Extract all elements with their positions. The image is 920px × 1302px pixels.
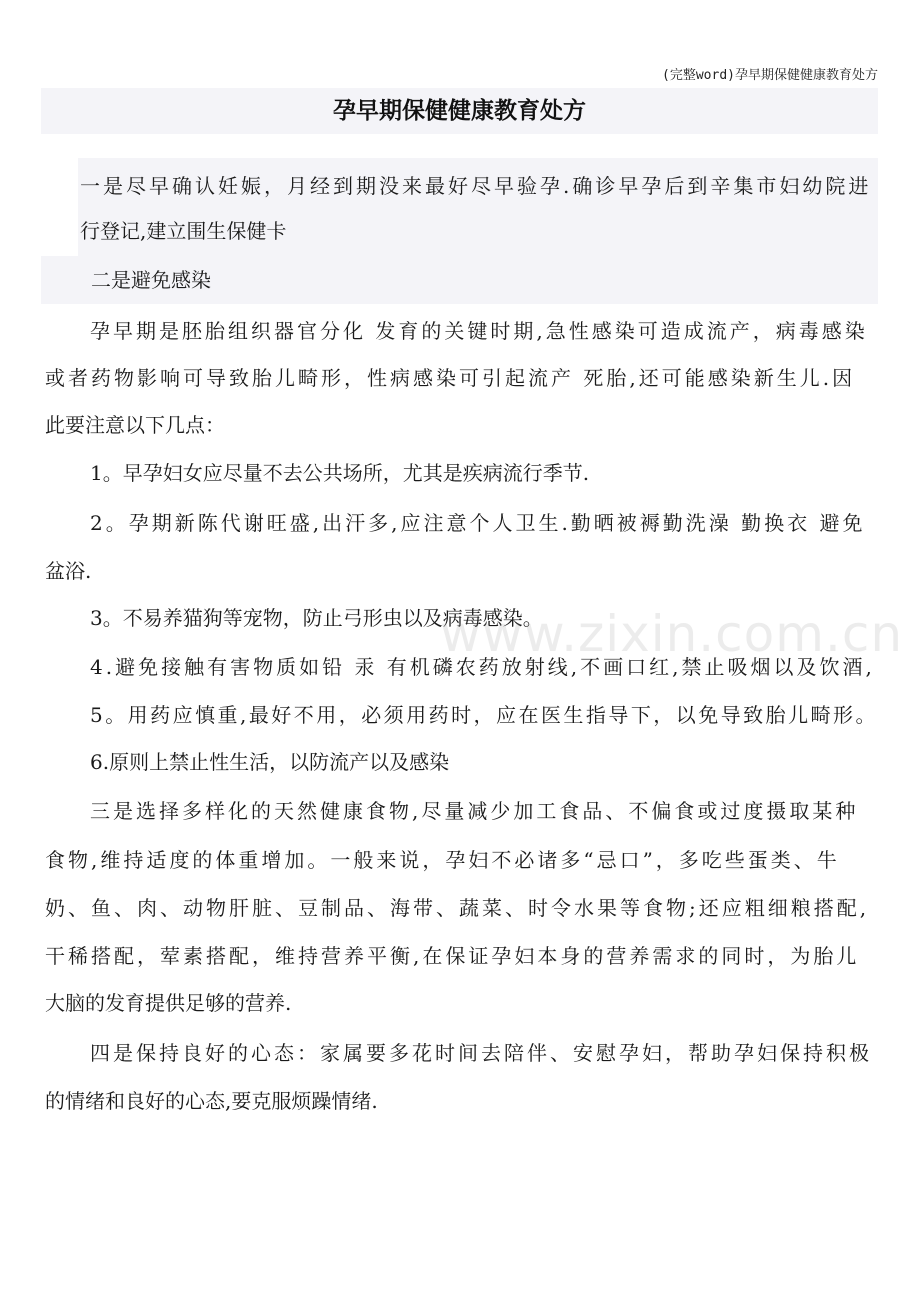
list-item: 3。不易养猫狗等宠物，防止弓形虫以及病毒感染。	[90, 606, 543, 630]
paragraph-line: 或者药物影响可导致胎儿畸形，性病感染可引起流产 死胎,还可能感染新生儿.因	[45, 366, 856, 390]
paragraph-line: 大脑的发育提供足够的营养.	[45, 991, 292, 1015]
paragraph-line: 行登记,建立围生保健卡	[80, 219, 287, 243]
list-item: 2。孕期新陈代谢旺盛,出汗多,应注意个人卫生.勤晒被褥勤洗澡 勤换衣 避免	[90, 511, 866, 535]
paragraph-line: 孕早期是胚胎组织器官分化 发育的关键时期,急性感染可造成流产，病毒感染	[90, 319, 868, 343]
paragraph-line: 的情绪和良好的心态,要克服烦躁情绪.	[45, 1089, 378, 1113]
list-item: 6.原则上禁止性生活，以防流产以及感染	[90, 750, 450, 774]
paragraph-line: 奶、鱼、肉、动物肝脏、豆制品、海带、蔬菜、时令水果等食物;还应粗细粮搭配,	[45, 896, 870, 920]
watermark: www.zixin.com.cn	[440, 605, 904, 663]
paragraph-line: 一是尽早确认妊娠，月经到期没来最好尽早验孕.确诊早孕后到辛集市妇幼院进	[80, 174, 872, 198]
paragraph-line: 干稀搭配，荤素搭配，维持营养平衡,在保证孕妇本身的营养需求的同时，为胎儿	[45, 944, 860, 968]
list-item: 4.避免接触有害物质如铅 汞 有机磷农药放射线,不画口红,禁止吸烟以及饮酒,	[90, 655, 875, 679]
paragraph-line: 三是选择多样化的天然健康食物,尽量减少加工食品、不偏食或过度摄取某种	[90, 799, 859, 823]
paragraph-line: 四是保持良好的心态：家属要多花时间去陪伴、安慰孕妇，帮助孕妇保持积极	[90, 1041, 872, 1065]
section-heading: 二是避免感染	[91, 268, 211, 292]
document-title: 孕早期保健健康教育处方	[333, 98, 586, 124]
paragraph-line: 食物,维持适度的体重增加。一般来说，孕妇不必诸多“忌口”，多吃些蛋类、牛	[45, 848, 840, 872]
paragraph-line: 此要注意以下几点：	[45, 413, 225, 437]
list-item: 5。用药应慎重,最好不用，必须用药时，应在医生指导下，以免导致胎儿畸形。	[90, 703, 879, 727]
list-item: 盆浴.	[45, 559, 92, 583]
running-header: (完整word)孕早期保健健康教育处方	[662, 68, 878, 83]
list-item: 1。早孕妇女应尽量不去公共场所，尤其是疾病流行季节.	[90, 461, 590, 485]
